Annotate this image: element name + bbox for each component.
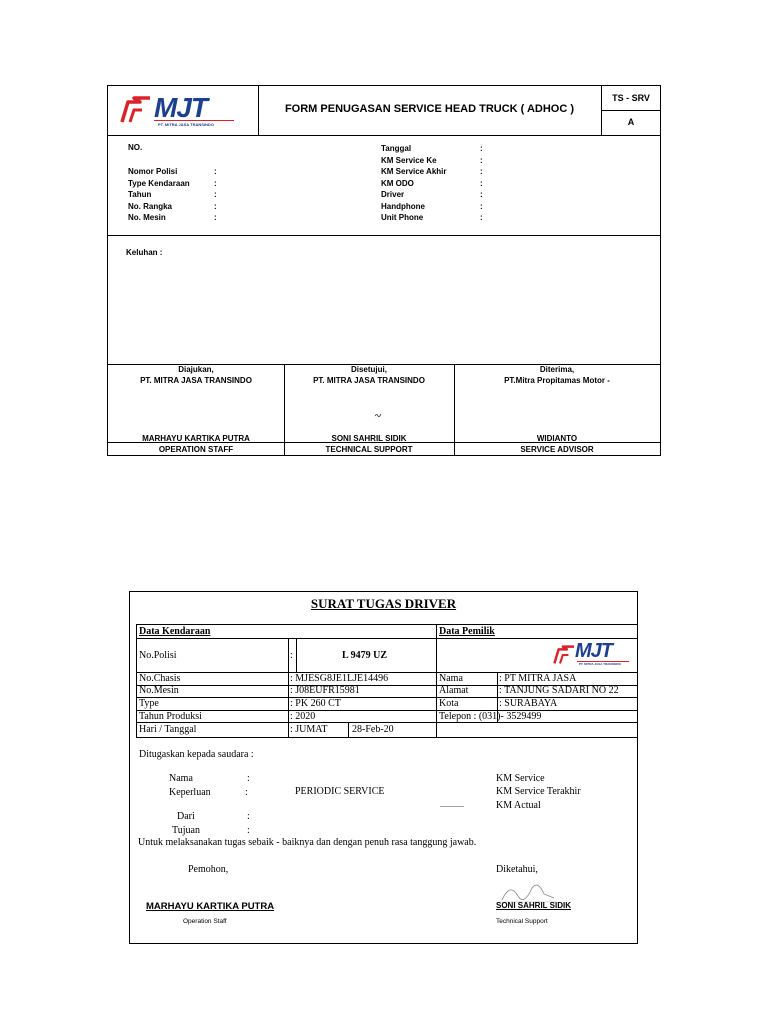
field-colon: : bbox=[480, 144, 483, 153]
keluhan-label: Keluhan : bbox=[126, 248, 163, 257]
no-polisi-value: L 9479 UZ bbox=[342, 650, 388, 661]
doc-code: TS - SRV bbox=[612, 93, 650, 103]
colon: : bbox=[247, 825, 250, 836]
type-label: Type bbox=[139, 698, 159, 709]
sign3-company: PT.Mitra Propitamas Motor - bbox=[504, 376, 610, 385]
field-colon: : bbox=[214, 179, 217, 188]
tahun-produksi-value: : 2020 bbox=[290, 711, 316, 722]
sign1-company: PT. MITRA JASA TRANSINDO bbox=[140, 376, 252, 385]
mjt-logo-text: MJT bbox=[575, 640, 612, 662]
colon: : bbox=[245, 787, 248, 798]
owner-telepon: Telepon : (031)- 3529499 bbox=[439, 711, 542, 722]
field-km-service-ke: KM Service Ke bbox=[381, 156, 437, 165]
mjt-logo-text: MJT bbox=[154, 92, 207, 123]
chasis-label: No.Chasis bbox=[139, 673, 181, 684]
diketahui-label: Diketahui, bbox=[496, 864, 538, 875]
field-colon: : bbox=[214, 213, 217, 222]
km-service-terakhir-label: KM Service Terakhir bbox=[496, 786, 581, 797]
field-type-kendaraan: Type Kendaraan bbox=[128, 179, 190, 188]
data-kendaraan-label: Data Kendaraan bbox=[139, 626, 211, 637]
km-actual-label: KM Actual bbox=[496, 800, 541, 811]
signature-mark bbox=[374, 412, 382, 418]
field-km-odo: KM ODO bbox=[381, 179, 414, 188]
field-unit-phone: Unit Phone bbox=[381, 213, 424, 222]
sign2-name: SONI SAHRIL SIDIK bbox=[331, 434, 407, 443]
keperluan-label: Keperluan bbox=[169, 787, 211, 798]
field-colon: : bbox=[480, 190, 483, 199]
letter-title: SURAT TUGAS DRIVER bbox=[310, 596, 457, 611]
mjt-logo-subtitle: PT. MITRA JASA TRANSINDO bbox=[579, 662, 621, 666]
field-no-mesin: No. Mesin bbox=[128, 213, 166, 222]
field-colon: : bbox=[214, 202, 217, 211]
keperluan-value: PERIODIC SERVICE bbox=[295, 786, 385, 797]
field-colon: : bbox=[214, 190, 217, 199]
tujuan-label: Tujuan bbox=[172, 825, 200, 836]
sign3-role: SERVICE ADVISOR bbox=[520, 445, 594, 454]
left-sign-name: MARHAYU KARTIKA PUTRA bbox=[146, 901, 275, 912]
mesin-value: : J08EUFR15981 bbox=[290, 685, 360, 696]
mjt-logo bbox=[553, 640, 631, 669]
ditugaskan-text: Ditugaskan kepada saudara : bbox=[139, 749, 254, 760]
service-assignment-form bbox=[107, 85, 661, 456]
field-colon: : bbox=[480, 179, 483, 188]
sign3-name: WIDIANTO bbox=[536, 434, 578, 443]
sign2-company: PT. MITRA JASA TRANSINDO bbox=[313, 376, 425, 385]
field-tanggal: Tanggal bbox=[381, 144, 412, 153]
chasis-value: : MJESG8JE1LJE14496 bbox=[290, 673, 389, 684]
hari-value: : JUMAT bbox=[290, 724, 328, 735]
date-value: 28-Feb-20 bbox=[352, 724, 394, 735]
field-driver: Driver bbox=[381, 190, 405, 199]
colon: : bbox=[247, 811, 250, 822]
sign3-caption: Diterima, bbox=[539, 365, 575, 374]
field-handphone: Handphone bbox=[381, 202, 425, 211]
dots: ............ bbox=[440, 800, 464, 809]
sign1-name: MARHAYU KARTIKA PUTRA bbox=[142, 434, 250, 443]
right-sign-role: Technical Support bbox=[496, 918, 548, 925]
field-colon: : bbox=[214, 167, 217, 176]
owner-nama-label: Nama bbox=[439, 673, 463, 684]
no-polisi-label: No.Polisi bbox=[139, 650, 177, 661]
owner-alamat-label: Alamat bbox=[439, 685, 469, 696]
mesin-label: No.Mesin bbox=[139, 685, 179, 696]
field-tahun: Tahun bbox=[128, 190, 152, 199]
km-service-label: KM Service bbox=[496, 773, 545, 784]
sign1-caption: Diajukan, bbox=[178, 365, 214, 374]
field-nomor-polisi: Nomor Polisi bbox=[128, 167, 178, 176]
assignee-nama-label: Nama bbox=[169, 773, 193, 784]
mjt-logo bbox=[120, 94, 235, 130]
revision: A bbox=[627, 117, 635, 127]
field-no: NO. bbox=[128, 143, 143, 152]
field-colon: : bbox=[480, 202, 483, 211]
owner-nama-value: : PT MITRA JASA bbox=[499, 673, 577, 684]
driver-assignment-letter bbox=[129, 591, 638, 944]
field-km-service-akhir: KM Service Akhir bbox=[381, 167, 447, 176]
mjt-logo-subtitle: PT. MITRA JASA TRANSINDO bbox=[158, 122, 214, 127]
form-title: FORM PENUGASAN SERVICE HEAD TRUCK ( ADHOC ) bbox=[284, 103, 575, 115]
data-pemilik-label: Data Pemilik bbox=[439, 626, 495, 637]
field-no-rangka: No. Rangka bbox=[128, 202, 173, 211]
pemohon-label: Pemohon, bbox=[188, 864, 229, 875]
tahun-produksi-label: Tahun Produksi bbox=[139, 711, 202, 722]
responsibility-statement: Untuk melaksanakan tugas sebaik - baiknya dan dengan penuh rasa tanggung jawab. bbox=[138, 837, 477, 848]
owner-kota-value: : SURABAYA bbox=[499, 698, 558, 709]
owner-alamat-value: : TANJUNG SADARI NO 22 bbox=[499, 685, 619, 696]
field-colon: : bbox=[480, 156, 483, 165]
colon: : bbox=[247, 773, 250, 784]
field-colon: : bbox=[480, 167, 483, 176]
left-sign-role: Operation Staff bbox=[183, 918, 227, 925]
no-polisi-colon: : bbox=[290, 650, 293, 661]
hari-tanggal-label: Hari / Tanggal bbox=[139, 724, 197, 735]
sign2-caption: Disetujui, bbox=[350, 365, 387, 374]
dari-label: Dari bbox=[177, 811, 195, 822]
right-sign-name: SONI SAHRIL SIDIK bbox=[496, 901, 571, 910]
sign2-role: TECHNICAL SUPPORT bbox=[325, 445, 413, 454]
type-value: : PK 260 CT bbox=[290, 698, 341, 709]
field-colon: : bbox=[480, 213, 483, 222]
owner-kota-label: Kota bbox=[439, 698, 459, 709]
sign1-role: OPERATION STAFF bbox=[158, 445, 234, 454]
